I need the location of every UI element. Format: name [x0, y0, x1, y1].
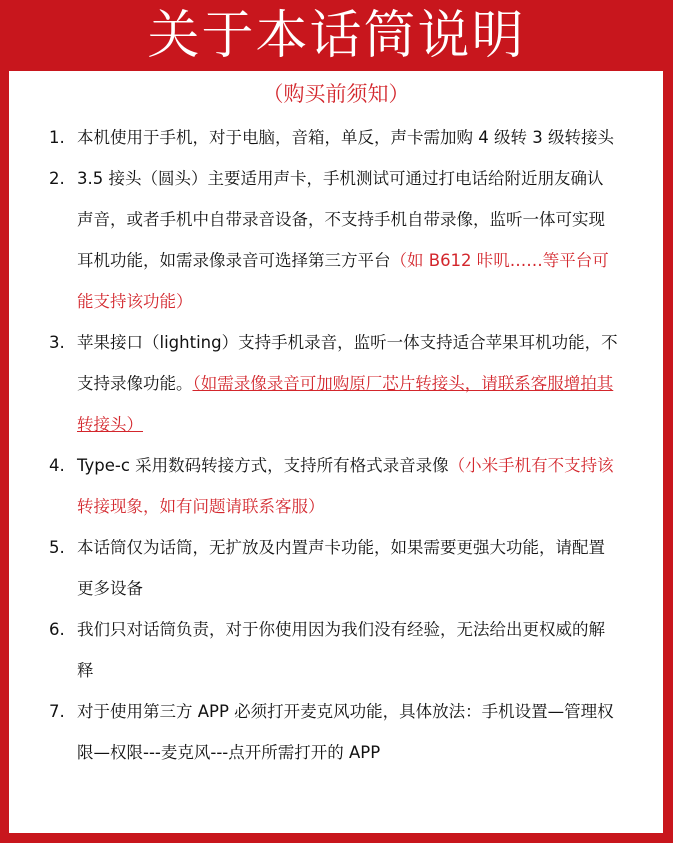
notice-panel — [9, 71, 663, 833]
item-text: 对于使用第三方 APP 必须打开麦克风功能，具体放法：手机设置—管理权限—权限---麦克风---点开所需打开的 APP — [77, 702, 614, 762]
item-text: 苹果接口（lighting）支持手机录音，监听一体支持适合苹果耳机功能，不支持录像功能。 — [77, 333, 618, 393]
subtitle: （购买前须知） — [262, 82, 410, 106]
item-text: 3.5 接头（圆头）主要适用声卡，手机测试可通过打电话给附近朋友确认声音，或者手机中自带录音设备，不支持手机自带录像，监听一体可实现耳机功能，如需录像录音可选择第三方平台 — [77, 169, 605, 270]
item-number: 2. — [49, 169, 65, 188]
notice-list — [49, 117, 619, 773]
item-text: 本话筒仅为话筒，无扩放及内置声卡功能，如果需要更强大功能，请配置更多设备 — [77, 538, 605, 598]
item-note: （如需录像录音可加购原厂芯片转接头，请联系客服增拍其转接头） — [77, 374, 614, 434]
item-number: 4. — [49, 456, 65, 475]
list-item-7 — [49, 691, 619, 773]
list-item-5 — [49, 527, 619, 609]
item-note: （小米手机有不支持该转接现象，如有问题请联系客服） — [77, 456, 614, 516]
item-number: 3. — [49, 333, 65, 352]
item-text: 我们只对话筒负责，对于你使用因为我们没有经验，无法给出更权威的解释 — [77, 620, 605, 680]
item-number: 5. — [49, 538, 65, 557]
item-number: 1. — [49, 128, 65, 147]
list-item-1 — [49, 117, 619, 158]
item-number: 6. — [49, 620, 65, 639]
item-note: （如 B612 咔叽……等平台可能支持该功能） — [77, 251, 609, 311]
list-item-6 — [49, 609, 619, 691]
item-text: Type-c 采用数码转接方式，支持所有格式录音录像 — [77, 456, 449, 475]
page-title: 关于本话筒说明 — [147, 6, 526, 66]
list-item-2 — [49, 158, 619, 322]
list-item-3 — [49, 322, 619, 445]
item-number: 7. — [49, 702, 65, 721]
list-item-4 — [49, 445, 619, 527]
item-text: 本机使用于手机，对于电脑，音箱，单反，声卡需加购 4 级转 3 级转接头 — [77, 128, 614, 147]
